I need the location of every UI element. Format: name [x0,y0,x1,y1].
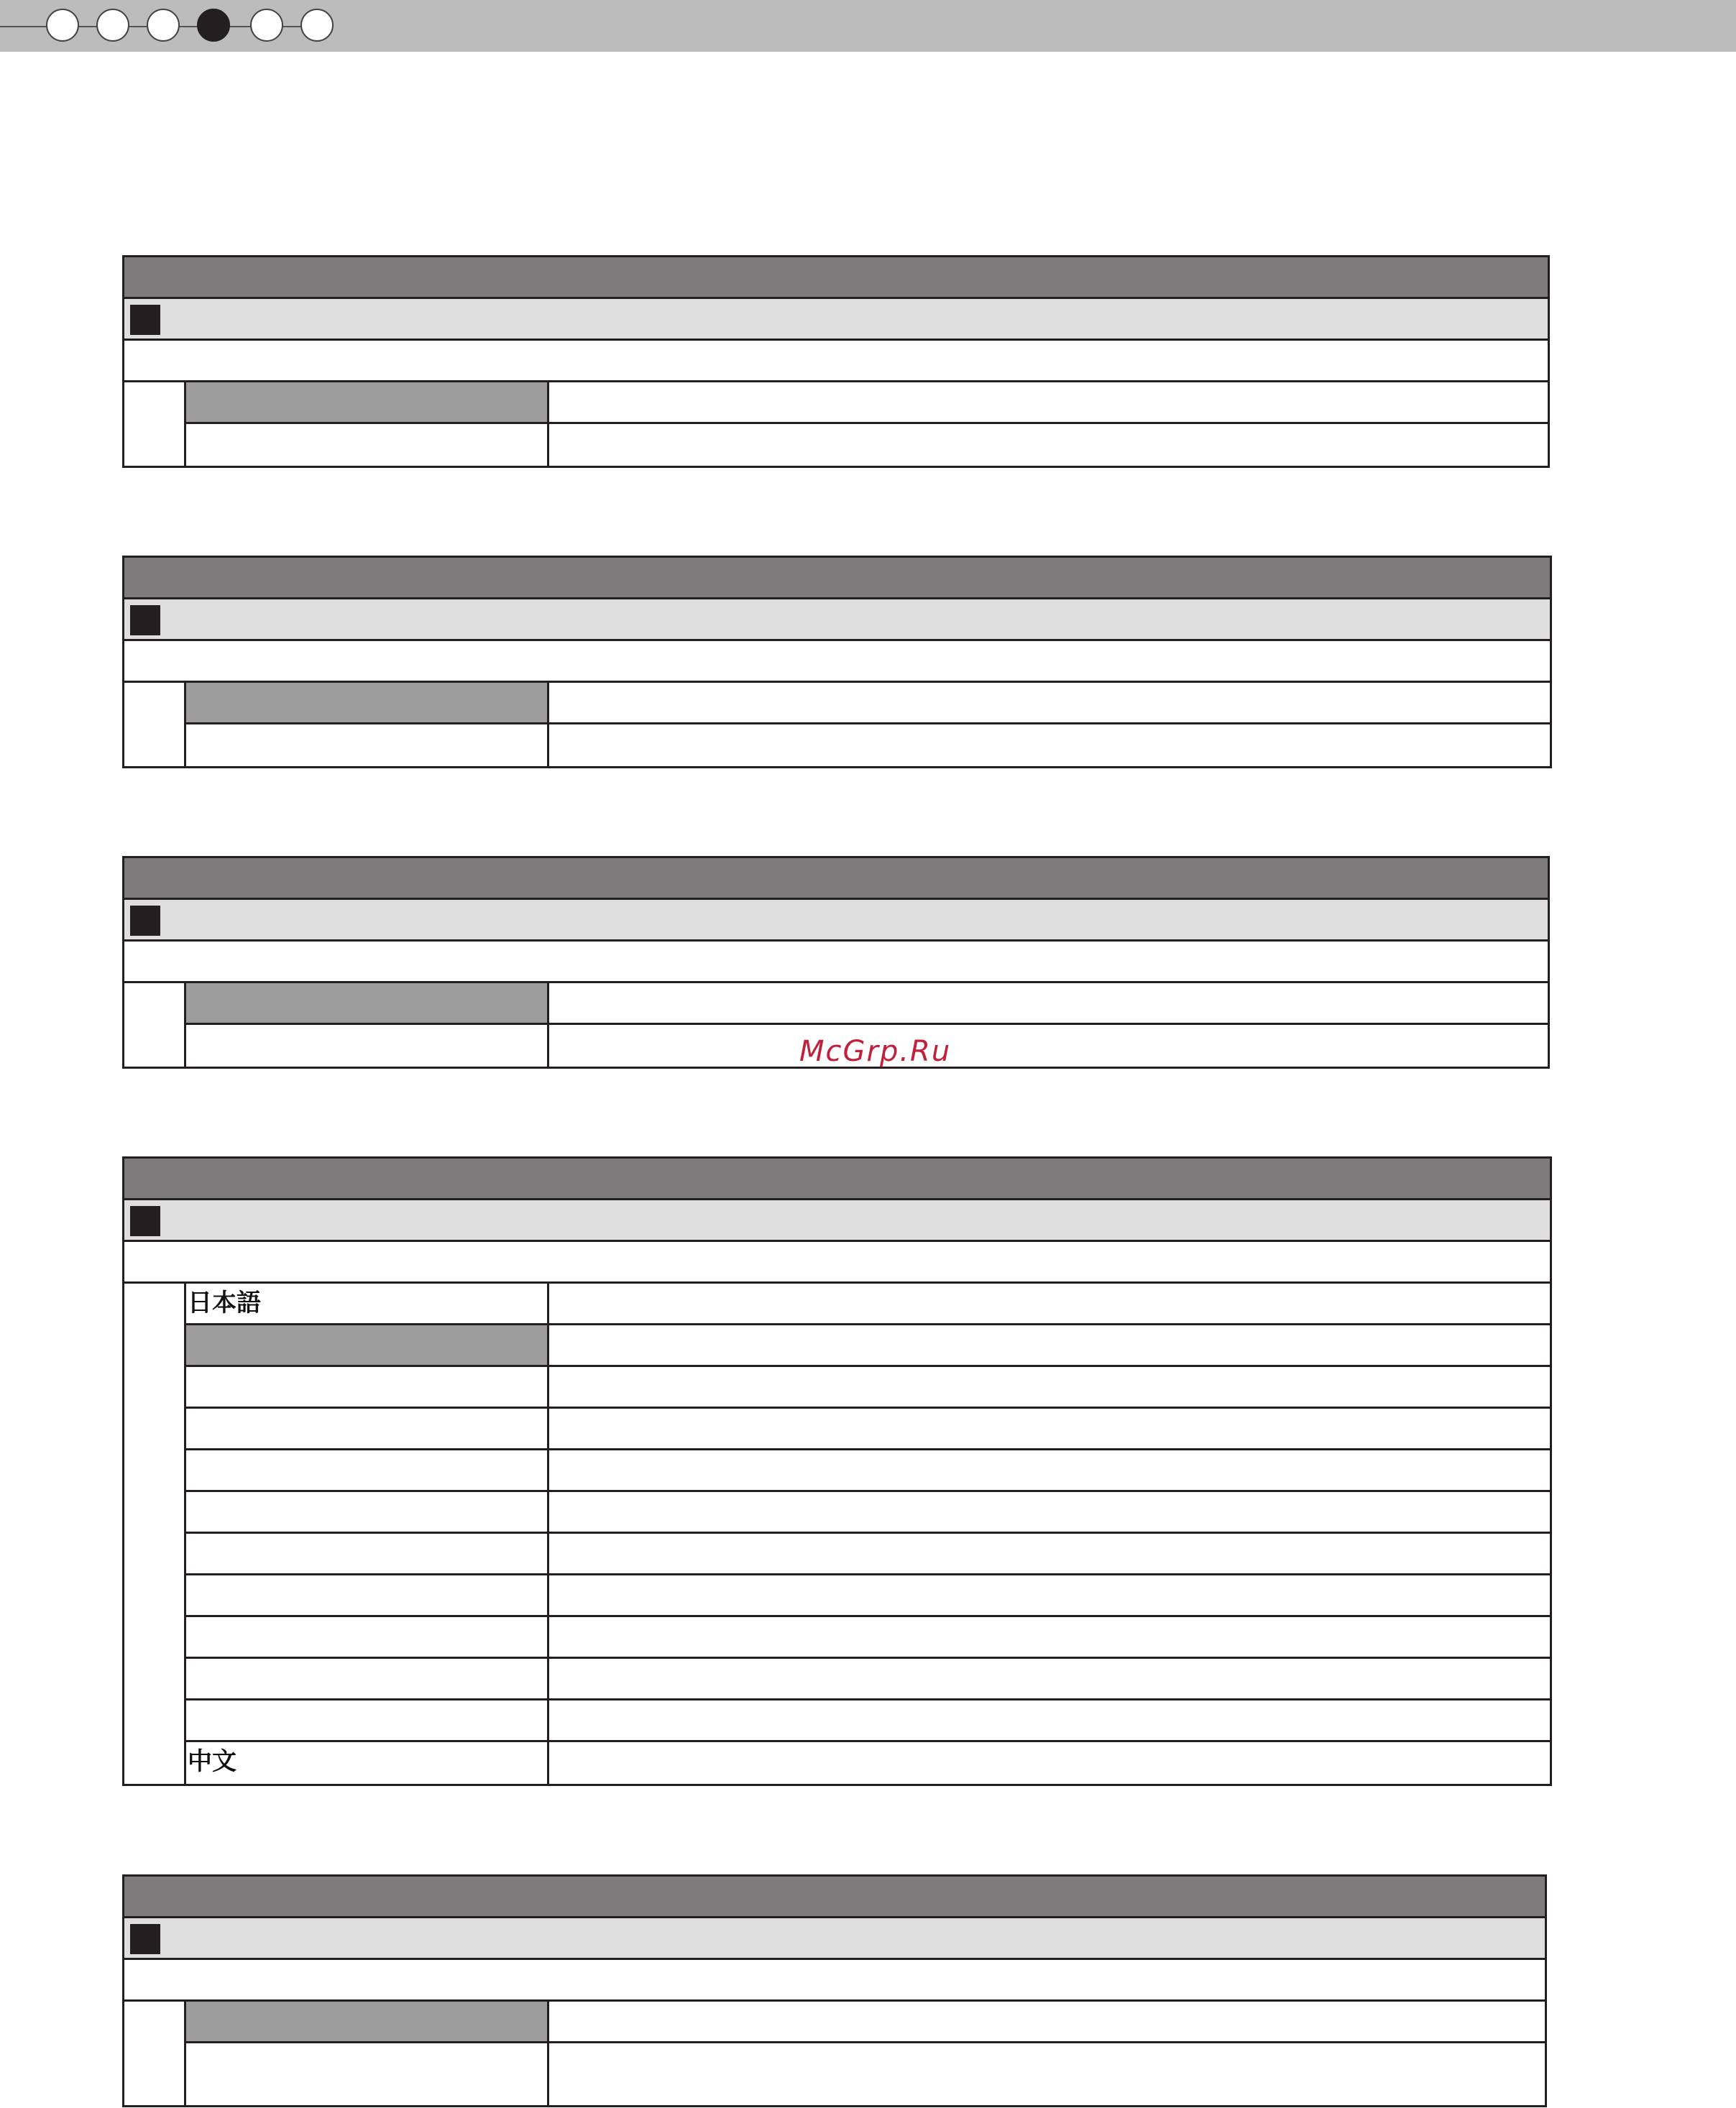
description-cell [549,2002,1545,2041]
step-indicator-4-active [197,9,230,42]
step-indicator-5 [250,9,283,42]
description-cell [549,1025,1548,1067]
description-cell [549,1325,1550,1365]
table-row [186,1534,1550,1575]
table-row [186,983,1548,1025]
table-header [124,558,1550,599]
step-indicator-6 [300,9,334,42]
description-cell [549,1492,1550,1532]
step-indicator-2 [96,9,129,42]
settings-table-5 [122,1874,1547,2107]
table-indent-column [124,683,186,766]
table-row [186,1700,1550,1742]
table-row [186,1284,1550,1325]
table-header [124,1877,1545,1918]
table-row [186,1409,1550,1450]
settings-table-1 [122,255,1550,468]
settings-table-2 [122,556,1552,768]
table-row [186,1492,1550,1534]
table-row [186,2002,1545,2043]
square-marker-icon [130,1924,160,1954]
table-row [186,724,1550,766]
description-cell [549,1284,1550,1323]
watermark-text: McGrp.Ru [799,1035,952,1068]
option-cell [186,1325,549,1365]
table-description-row [124,1960,1545,2002]
table-description-row [124,1242,1550,1284]
option-cell [186,1575,549,1615]
table-subheader [124,599,1550,641]
description-cell [549,1409,1550,1448]
square-marker-icon [130,1206,160,1236]
option-cell [186,1492,549,1532]
table-row [186,1617,1550,1659]
table-row [186,1325,1550,1367]
option-cell [186,1450,549,1490]
table-indent-column [124,983,186,1067]
table-row [186,382,1548,424]
square-marker-icon [130,305,160,335]
option-cell [186,683,549,722]
table-row [186,1742,1550,1784]
description-cell [549,983,1548,1023]
description-cell [549,2043,1545,2105]
description-cell [549,683,1550,722]
table-row [186,1575,1550,1617]
description-cell [549,1700,1550,1740]
description-cell [549,1617,1550,1657]
table-row [186,1367,1550,1409]
option-cell [186,424,549,466]
table-description-row [124,942,1548,983]
table-row [186,2043,1545,2105]
option-cell [186,1409,549,1448]
top-navigation-bar [0,0,1736,52]
option-cell [186,1617,549,1657]
option-cell [186,2043,549,2105]
square-marker-icon [130,605,160,635]
table-row [186,683,1550,724]
table-row [186,1659,1550,1700]
table-description-row [124,341,1548,382]
table-indent-column [124,1284,186,1784]
square-marker-icon [130,906,160,936]
description-cell [549,1534,1550,1573]
table-header [124,1159,1550,1200]
option-cell [186,1700,549,1740]
language-option-chinese: 中文 [186,1742,549,1784]
description-cell [549,1659,1550,1698]
option-cell [186,2002,549,2041]
table-indent-column [124,382,186,466]
language-settings-table [122,1156,1552,1786]
description-cell [549,382,1548,422]
table-row [186,1450,1550,1492]
table-subheader [124,1200,1550,1242]
table-subheader [124,1918,1545,1960]
table-header [124,257,1548,299]
option-cell [186,382,549,422]
table-description-row [124,641,1550,683]
description-cell [549,424,1548,466]
description-cell [549,1450,1550,1490]
table-indent-column [124,2002,186,2105]
table-header [124,858,1548,900]
option-cell [186,1367,549,1407]
description-cell [549,1575,1550,1615]
table-subheader [124,900,1548,942]
description-cell [549,724,1550,766]
option-cell [186,1534,549,1573]
description-cell [549,1367,1550,1407]
step-indicator-1 [46,9,79,42]
language-option-japanese: 日本語 [186,1284,549,1323]
description-cell [549,1742,1550,1784]
option-cell [186,1025,549,1067]
step-indicator-3 [147,9,180,42]
table-subheader [124,299,1548,341]
option-cell [186,724,549,766]
option-cell [186,983,549,1023]
table-row [186,424,1548,466]
option-cell [186,1659,549,1698]
